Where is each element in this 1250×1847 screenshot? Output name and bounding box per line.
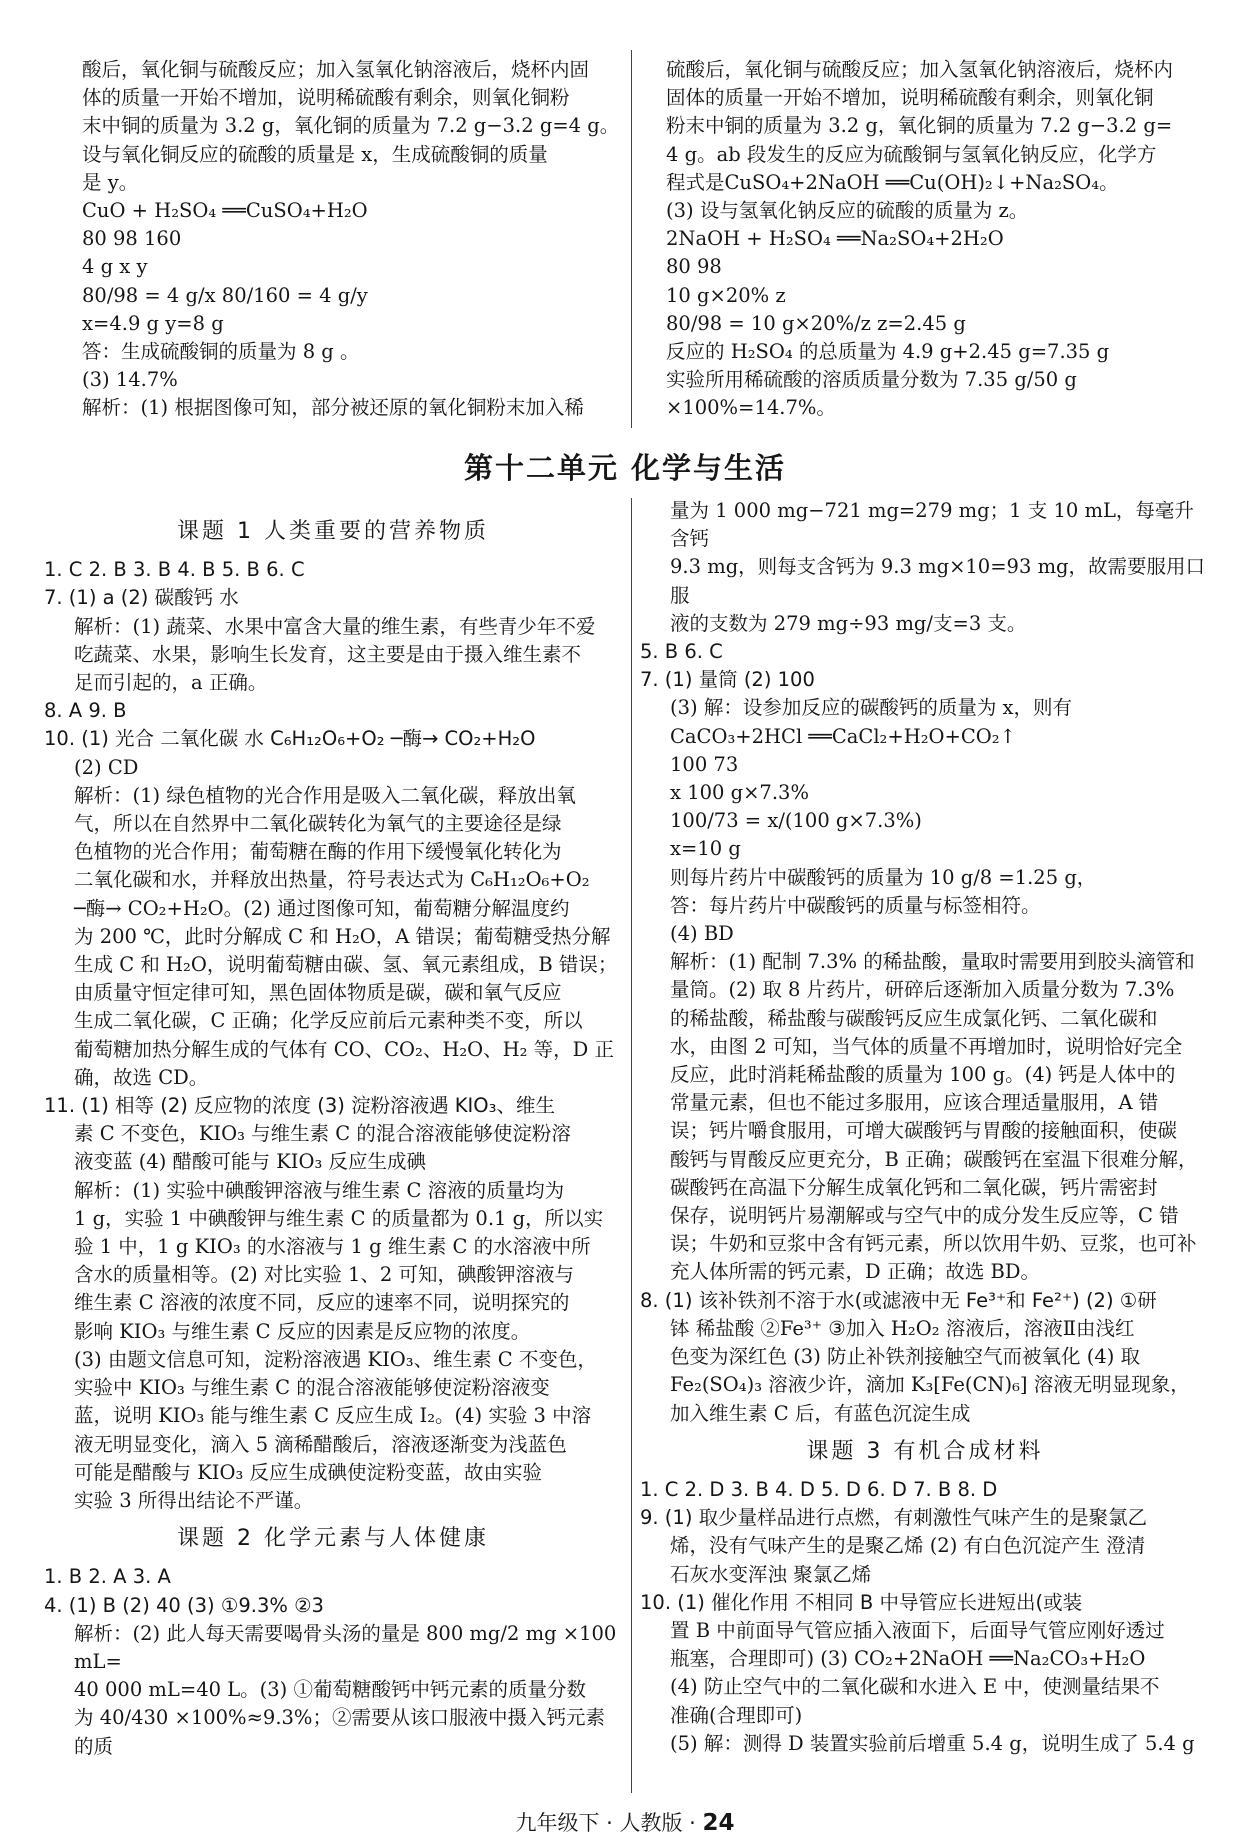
explanation-line: 的稀盐酸，稀盐酸与碳酸钙反应生成氯化钙、二氧化碳和 xyxy=(670,1006,1158,1030)
explanation-line: 解析：(1) 配制 7.3% 的稀盐酸，量取时需要用到胶头滴管和 xyxy=(670,950,1195,974)
explanation-line: 量筒。(2) 取 8 片药片，研碎后逐渐加入质量分数为 7.3% xyxy=(670,978,1175,1002)
answer-line: 7. (1) 量筒 (2) 100 xyxy=(640,668,815,692)
answer-line: 4. (1) B (2) 40 (3) ①9.3% ②3 xyxy=(44,1593,324,1617)
explanation-line: 保存，说明钙片易潮解或与空气中的成分发生反应等，C 错 xyxy=(670,1204,1179,1228)
left-main-column xyxy=(44,508,622,1761)
explanation-line: 气，所以在自然界中二氧化碳转化为氧气的主要途径是绿 xyxy=(74,812,562,836)
answer-line: 1. C 2. D 3. B 4. D 5. D 6. D 7. B 8. D xyxy=(640,1477,998,1501)
explanation-line: 维生素 C 溶液的浓度不同，反应的速率不同，说明探究的 xyxy=(74,1291,570,1315)
explanation-line: ─酶→ CO₂+H₂O。(2) 通过图像可知，葡萄糖分解温度约 xyxy=(74,896,570,920)
explanation-line: 含水的质量相等。(2) 对比实验 1、2 可知，碘酸钾溶液与 xyxy=(74,1263,575,1287)
explanation-line: 液变蓝 (4) 醋酸可能与 KIO₃ 反应生成碘 xyxy=(74,1150,426,1174)
text-line: 80 98 160 xyxy=(82,227,182,251)
answer-line: 5. B 6. C xyxy=(640,640,723,664)
explanation-line: 误；牛奶和豆浆中含有钙元素，所以饮用牛奶、豆浆，也可补 xyxy=(670,1232,1197,1256)
explanation-line: 验 1 中，1 g KIO₃ 的水溶液与 1 g 维生素 C 的水溶液中所 xyxy=(74,1235,591,1259)
explanation-line: x=10 g xyxy=(670,837,741,861)
page-footer xyxy=(0,1807,1250,1837)
lesson-heading: 课题 1 人类重要的营养物质 xyxy=(177,519,489,544)
text-line: 是 y。 xyxy=(82,170,139,194)
explanation-line: 葡萄糖加热分解生成的气体有 CO、CO₂、H₂O、H₂ 等，D 正 xyxy=(74,1037,614,1061)
explanation-line: 液无明显变化，滴入 5 滴稀醋酸后，溶液逐渐变为浅蓝色 xyxy=(74,1432,567,1456)
explanation-line: 由质量守恒定律可知，黑色固体物质是碳，碳和氧气反应 xyxy=(74,981,562,1005)
text-line: (3) 设与氢氧化钠反应的硫酸的质量为 z。 xyxy=(666,199,1029,223)
text-line: 4 g x y xyxy=(82,255,148,279)
text-line: 固体的质量一开始不增加，说明稀硫酸有剩余，则氧化铜 xyxy=(666,86,1154,110)
explanation-line: (5) 解：测得 D 装置实验前后增重 5.4 g，说明生成了 5.4 g xyxy=(670,1731,1195,1755)
explanation-line: 答：每片药片中碳酸钙的质量与标签相符。 xyxy=(670,893,1041,917)
explanation-line: 1 g，实验 1 中碘酸钾与维生素 C 的质量都为 0.1 g，所以实 xyxy=(74,1206,604,1230)
text-line: 末中铜的质量为 3.2 g，氧化铜的质量为 7.2 g−3.2 g=4 g。 xyxy=(82,114,620,138)
explanation-line: 可能是醋酸与 KIO₃ 反应生成碘使淀粉变蓝，故由实验 xyxy=(74,1460,542,1484)
text-line: 设与氧化铜反应的硫酸的质量是 x，生成硫酸铜的质量 xyxy=(82,142,548,166)
explanation-line: (4) BD xyxy=(670,922,734,946)
lesson-heading: 课题 2 化学元素与人体健康 xyxy=(177,1526,489,1552)
explanation-line: 色变为深红色 (3) 防止补铁剂接触空气而被氧化 (4) 取 xyxy=(670,1345,1141,1369)
text-line: 粉末中铜的质量为 3.2 g，氧化铜的质量为 7.2 g−3.2 g= xyxy=(666,114,1173,138)
explanation-line: 酸钙与胃酸反应更充分，B 正确；碳酸钙在室温下很难分解， xyxy=(670,1147,1198,1171)
explanation-line: 生成二氧化碳，C 正确；化学反应前后元素种类不变，所以 xyxy=(74,1009,583,1033)
explanation-line: Fe₂(SO₄)₃ 溶液少许，滴加 K₃[Fe(CN)₆] 溶液无明显现象， xyxy=(670,1373,1190,1397)
text-line: 10 g×20% z xyxy=(666,283,786,307)
text-line: 程式是CuSO₄+2NaOH ══Cu(OH)₂↓+Na₂SO₄。 xyxy=(666,170,1119,194)
column-divider-top xyxy=(631,50,632,428)
answer-line: 11. (1) 相等 (2) 反应物的浓度 (3) 淀粉溶液遇 KIO₃、维生 xyxy=(44,1094,555,1118)
explanation-line: 液的支数为 279 mg÷93 mg/支=3 支。 xyxy=(670,611,1027,635)
explanation-line: 40 000 mL=40 L。(3) ①葡萄糖酸钙中钙元素的质量分数 xyxy=(74,1678,586,1702)
answer-line: 10. (1) 光合 二氧化碳 水 C₆H₁₂O₆+O₂ ─酶→ CO₂+H₂O xyxy=(44,727,536,751)
text-line: 体的质量一开始不增加，说明稀硫酸有剩余，则氧化铜粉 xyxy=(82,86,570,110)
text-line: x=4.9 g y=8 g xyxy=(82,311,224,335)
explanation-line: (3) 解：设参加反应的碳酸钙的质量为 x，则有 xyxy=(670,696,1073,720)
explanation-line: 9.3 mg，则每支含钙为 9.3 mg×10=93 mg，故需要服用口服 xyxy=(670,555,1206,607)
unit-title: 第十二单元 化学与生活 xyxy=(463,451,787,485)
explanation-line: 生成 C 和 H₂O，说明葡萄糖由碳、氢、氧元素组成，B 错误； xyxy=(74,953,618,977)
explanation-line: 100 73 xyxy=(670,752,739,776)
explanation-line: 瓶塞，合理即可) (3) CO₂+2NaOH ══Na₂CO₃+H₂O xyxy=(670,1647,1146,1671)
explanation-line: 吃蔬菜、水果，影响生长发育，这主要是由于摄入维生素不 xyxy=(74,642,582,666)
explanation-line: 解析：(1) 蔬菜、水果中富含大量的维生素，有些青少年不爱 xyxy=(74,614,596,638)
text-line: 80 98 xyxy=(666,255,722,279)
explanation-line: 误；钙片嚼食服用，可增大碳酸钙与胃酸的接触面积，使碳 xyxy=(670,1119,1178,1143)
text-line: 酸后，氧化铜与硫酸反应；加入氢氧化钠溶液后，烧杯内固 xyxy=(82,58,590,81)
text-line: 硫酸后，氧化铜与硫酸反应；加入氢氧化钠溶液后，烧杯内 xyxy=(666,58,1174,81)
text-line: (3) 14.7% xyxy=(82,368,178,392)
explanation-line: 准确(合理即可) xyxy=(670,1703,803,1727)
explanation-line: 则每片药片中碳酸钙的质量为 10 g/8 =1.25 g， xyxy=(670,865,1097,889)
answer-line: 1. C 2. B 3. B 4. B 5. B 6. C xyxy=(44,558,305,582)
explanation-line: (3) 由题文信息可知，淀粉溶液遇 KIO₃、维生素 C 不变色， xyxy=(74,1347,597,1371)
text-line: 答：生成硫酸铜的质量为 8 g 。 xyxy=(82,340,360,364)
column-divider-main xyxy=(631,498,632,1793)
explanation-line: 置 B 中前面导气管应插入液面下，后面导气管应刚好透过 xyxy=(670,1618,1165,1642)
explanation-line: 碳酸钙在高温下分解生成氧化钙和二氧化碳，钙片需密封 xyxy=(670,1175,1158,1199)
explanation-line: 解析：(1) 实验中碘酸钾溶液与维生素 C 溶液的质量均为 xyxy=(74,1178,565,1202)
answer-line: 8. A 9. B xyxy=(44,699,127,723)
answer-line: 9. (1) 取少量样品进行点燃，有刺激性气味产生的是聚氯乙 xyxy=(640,1506,1148,1530)
explanation-line: 素 C 不变色，KIO₃ 与维生素 C 的混合溶液能够使淀粉溶 xyxy=(74,1122,571,1146)
text-line: 2NaOH + H₂SO₄ ══Na₂SO₄+2H₂O xyxy=(666,227,1004,251)
page-number: 24 xyxy=(702,1810,735,1836)
explanation-line: (2) CD xyxy=(74,755,139,779)
explanation-line: 为 200 ℃，此时分解成 C 和 H₂O，A 错误；葡萄糖受热分解 xyxy=(74,924,611,948)
explanation-line: 解析：(1) 绿色植物的光合作用是吸入二氧化碳，释放出氧 xyxy=(74,783,576,807)
explanation-line: 反应，此时消耗稀盐酸的质量为 100 g。(4) 钙是人体中的 xyxy=(670,1063,1176,1087)
explanation-line: 钵 稀盐酸 ②Fe³⁺ ③加入 H₂O₂ 溶液后，溶液Ⅱ由浅红 xyxy=(670,1316,1135,1340)
explanation-line: 色植物的光合作用；葡萄糖在酶的作用下缓慢氧化转化为 xyxy=(74,840,562,864)
explanation-line: 加入维生素 C 后，有蓝色沉淀生成 xyxy=(670,1401,971,1425)
explanation-line: (4) 防止空气中的二氧化碳和水进入 E 中，使测量结果不 xyxy=(670,1675,1160,1699)
answer-line: 10. (1) 催化作用 不相同 B 中导管应长进短出(或装 xyxy=(640,1590,1083,1614)
right-main-column xyxy=(640,497,1210,1758)
text-line: 解析：(1) 根据图像可知，部分被还原的氧化铜粉末加入稀 xyxy=(82,396,584,420)
explanation-line: 水，由图 2 可知，当气体的质量不再增加时，说明恰好完全 xyxy=(670,1034,1183,1058)
explanation-line: 解析：(2) 此人每天需要喝骨头汤的量是 800 mg/2 mg ×100 mL= xyxy=(74,1621,617,1673)
text-line: CuO + H₂SO₄ ══CuSO₄+H₂O xyxy=(82,199,368,223)
explanation-line: 确，故选 CD。 xyxy=(74,1065,209,1089)
explanation-line: 实验 3 所得出结论不严谨。 xyxy=(74,1488,314,1512)
text-line: 80/98 = 10 g×20%/z z=2.45 g xyxy=(666,311,966,335)
explanation-line: 影响 KIO₃ 与维生素 C 反应的因素是反应物的浓度。 xyxy=(74,1319,531,1343)
explanation-line: 为 40/430 ×100%≈9.3%；②需要从该口服液中摄入钙元素的质 xyxy=(74,1706,605,1758)
top-left-column xyxy=(82,56,622,423)
answer-line: 8. (1) 该补铁剂不溶于水(或滤液中无 Fe³⁺和 Fe²⁺) (2) ①研 xyxy=(640,1288,1157,1312)
text-line: 实验所用稀硫酸的溶质质量分数为 7.35 g/50 g ×100%=14.7%。 xyxy=(666,368,1077,420)
lesson-heading: 课题 3 有机合成材料 xyxy=(806,1438,1044,1464)
answer-line: 1. B 2. A 3. A xyxy=(44,1565,171,1589)
top-right-column xyxy=(666,56,1206,423)
explanation-line: 充人体所需的钙元素，D 正确；故选 BD。 xyxy=(670,1260,1040,1284)
footer-grade: 九年级下 · 人教版 · xyxy=(515,1811,703,1835)
explanation-line: 蓝，说明 KIO₃ 能与维生素 C 反应生成 I₂。(4) 实验 3 中溶 xyxy=(74,1404,592,1428)
explanation-line: 足而引起的，a 正确。 xyxy=(74,671,268,695)
explanation-line: 实验中 KIO₃ 与维生素 C 的混合溶液能够使淀粉溶液变 xyxy=(74,1376,550,1400)
text-line: 反应的 H₂SO₄ 的总质量为 4.9 g+2.45 g=7.35 g xyxy=(666,340,1110,364)
text-line: 80/98 = 4 g/x 80/160 = 4 g/y xyxy=(82,283,368,307)
text-line: 4 g。ab 段发生的反应为硫酸铜与氢氧化钠反应，化学方 xyxy=(666,142,1157,166)
explanation-line: 石灰水变浑浊 聚氯乙烯 xyxy=(670,1562,872,1586)
explanation-line: 量为 1 000 mg−721 mg=279 mg；1 支 10 mL，每毫升含钙 xyxy=(670,499,1194,551)
explanation-line: 100/73 = x/(100 g×7.3%) xyxy=(670,809,922,833)
answer-line: 7. (1) a (2) 碳酸钙 水 xyxy=(44,586,239,610)
explanation-line: CaCO₃+2HCl ══CaCl₂+H₂O+CO₂↑ xyxy=(670,724,1016,748)
explanation-line: 常量元素，但也不能过多服用，应该合理适量服用，A 错 xyxy=(670,1091,1159,1115)
explanation-line: 烯，没有气味产生的是聚乙烯 (2) 有白色沉淀产生 澄清 xyxy=(670,1534,1146,1558)
explanation-line: 二氧化碳和水，并释放出热量，符号表达式为 C₆H₁₂O₆+O₂ xyxy=(74,868,590,892)
explanation-line: x 100 g×7.3% xyxy=(670,781,809,805)
